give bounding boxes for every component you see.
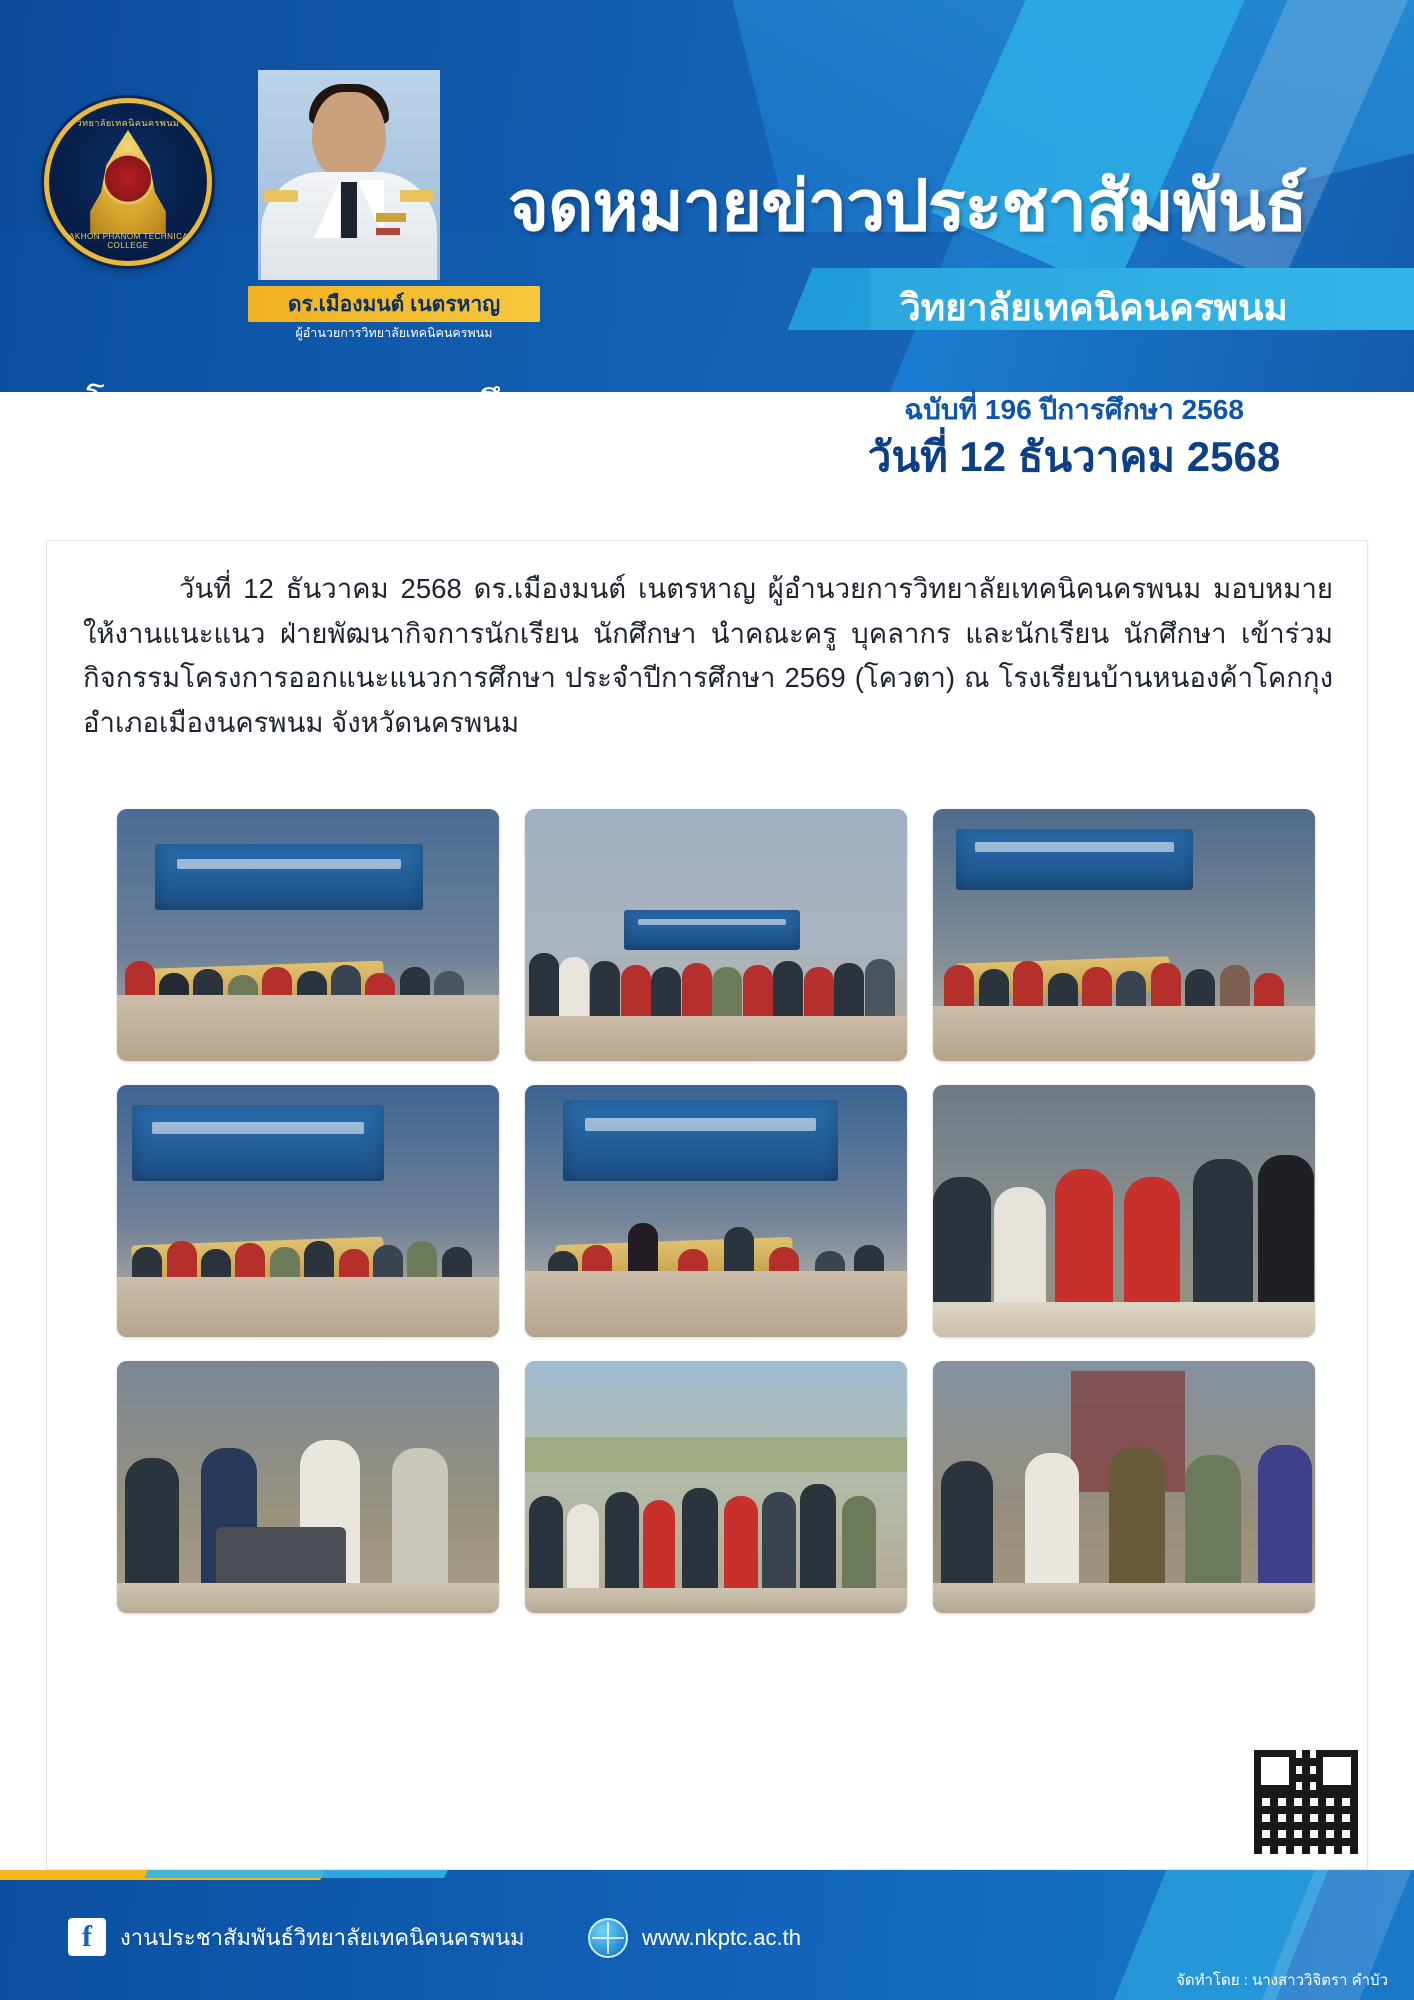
news-paragraph: วันที่ 12 ธันวาคม 2568 ดร.เมืองมนต์ เนตรหาญ ผู้อำนวยการวิทยาลัยเทคนิคนครพนม มอบหมายให้งานแนะแนว ฝ่ายพัฒนากิจการนักเรียน นักศึกษา นำคณะครู บุคลากร และนักเรียน นักศึกษา เข้าร่วมกิจกรรมโครงการออกแนะแนวการศึกษา ประจำปีการศึกษา 2569 (โควตา) ณ โรงเรียนบ้านหนองค้าโคกกุง อำเภอเมืองนครพนม จังหวัดนครพนม <box>83 573 1333 738</box>
director-epaulette-right <box>400 190 434 202</box>
director-photo <box>258 70 440 280</box>
globe-icon <box>588 1918 628 1958</box>
content-card <box>46 540 1368 1870</box>
project-title-line-2: ประจำปีการศึกษา 2569 (โควตา) <box>86 428 579 468</box>
director-epaulette-left <box>264 190 298 202</box>
project-title-line-1: โครงการออกแนะแนวการศึกษา <box>86 384 565 423</box>
gallery-photo[interactable] <box>525 809 907 1061</box>
director-badge-gold <box>376 213 406 222</box>
director-badge-red <box>376 228 400 235</box>
issue-number-label: ฉบับที่ 196 ปีการศึกษา 2568 <box>904 394 1244 425</box>
page-title: จดหมายข่าวประชาสัมพันธ์ <box>508 167 1307 245</box>
director-collar-left <box>314 180 340 238</box>
logo-ring-text-bottom: NAKHON PHANOM TECHNICAL COLLEGE <box>62 232 194 250</box>
gallery-photo[interactable] <box>933 809 1315 1061</box>
facebook-icon: f <box>68 1918 106 1956</box>
project-title <box>86 382 746 472</box>
director-face-shape <box>312 92 386 180</box>
director-tie <box>341 182 357 238</box>
footer-website-label: www.nkptc.ac.th <box>642 1925 801 1950</box>
footer-website-link[interactable] <box>588 1918 801 1958</box>
issue-date-label: วันที่ 12 ธันวาคม 2568 <box>867 433 1281 480</box>
gallery-photo[interactable] <box>525 1361 907 1613</box>
gallery-photo[interactable] <box>933 1361 1315 1613</box>
gallery-photo[interactable] <box>117 809 499 1061</box>
photo-gallery <box>117 809 1317 1613</box>
footer-band <box>0 1870 1414 2000</box>
footer-facebook-label: งานประชาสัมพันธ์วิทยาลัยเทคนิคนครพนม <box>120 1924 525 1950</box>
logo-emblem-shape <box>83 130 173 234</box>
gallery-photo[interactable] <box>933 1085 1315 1337</box>
college-logo-icon <box>44 98 212 266</box>
subtitle-label: วิทยาลัยเทคนิคนครพนม <box>900 287 1288 328</box>
director-name-bar: ดร.เมืองมนต์ เนตรหาญ <box>248 286 540 322</box>
footer-facebook-link[interactable] <box>68 1918 525 1956</box>
gallery-photo[interactable] <box>525 1085 907 1337</box>
footer-credit-label: จัดทำโดย : นางสาววิจิตรา คำบัว <box>1176 1972 1388 1989</box>
gallery-photo[interactable] <box>117 1361 499 1613</box>
director-role-label: ผู้อำนวยการวิทยาลัยเทคนิคนครพนม <box>295 326 493 340</box>
qr-code[interactable] <box>1250 1746 1362 1858</box>
footer-cyan-accent <box>144 1870 456 1878</box>
qr-code-pattern <box>1254 1750 1358 1854</box>
logo-ring-text-top: วิทยาลัยเทคนิคนครพนม <box>76 118 180 128</box>
gallery-photo[interactable] <box>117 1085 499 1337</box>
